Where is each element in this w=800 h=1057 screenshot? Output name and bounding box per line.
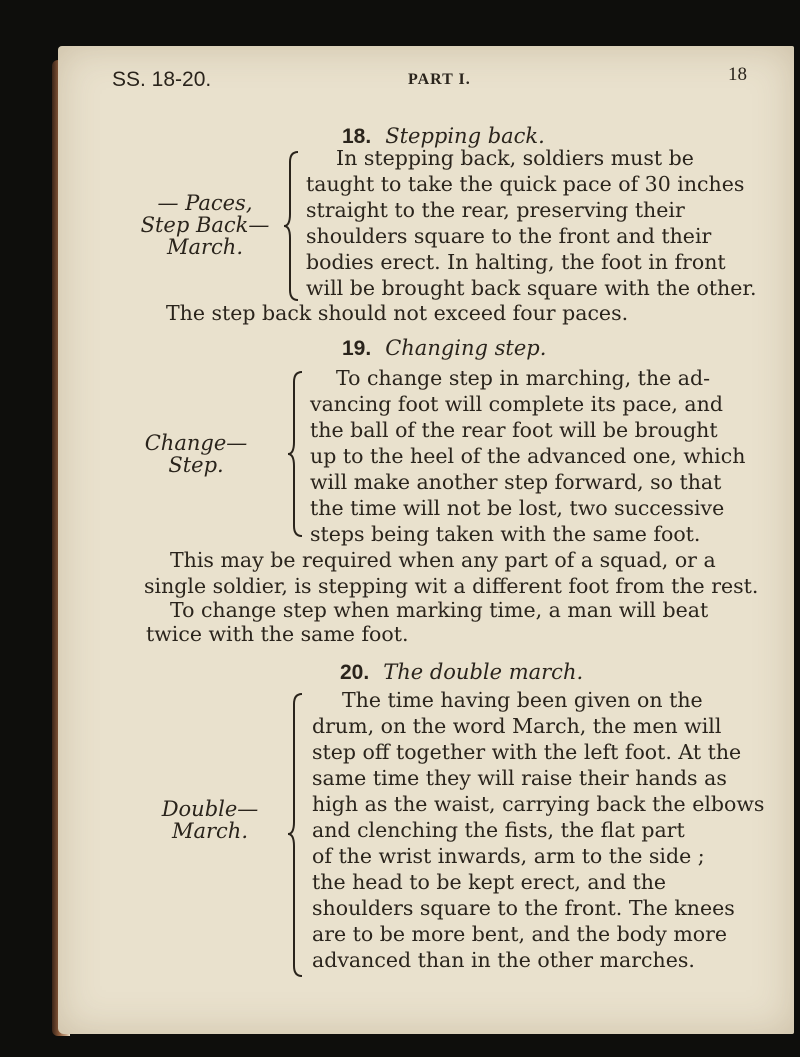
left-brace	[286, 690, 308, 980]
body-line: The time having been given on the	[342, 688, 703, 712]
section-number: 18.	[342, 125, 372, 148]
section-range: SS. 18-20.	[112, 68, 212, 91]
section-number: 20.	[340, 661, 370, 684]
body-line: taught to take the quick pace of 30 inches	[306, 172, 745, 196]
left-brace	[286, 368, 308, 540]
body-line: the time will not be lost, two successive	[310, 496, 725, 520]
body-line: the ball of the rear foot will be brought	[310, 418, 718, 442]
body-line: drum, on the word March, the men will	[312, 714, 722, 738]
section-title: The double march.	[383, 660, 584, 684]
side-label-line: Double—	[161, 797, 259, 821]
body-line: This may be required when any part of a squad, or a	[170, 548, 716, 572]
side-label-line: Change—	[144, 431, 248, 455]
body-line: advanced than in the other marches.	[312, 948, 695, 972]
body-line: will be brought back square with the other.	[306, 276, 757, 300]
section-heading	[340, 660, 583, 685]
body-line: shoulders square to the front and their	[306, 224, 712, 248]
side-label	[136, 432, 256, 476]
section-title: Stepping back.	[385, 124, 545, 148]
body-line: To change step when marking time, a man will beat	[170, 598, 709, 622]
body-line: In stepping back, soldiers must be	[336, 146, 694, 170]
body-line: shoulders square to the front. The knees	[312, 896, 735, 920]
body-line: of the wrist inwards, arm to the side ;	[312, 844, 705, 868]
body-line: up to the heel of the advanced one, which	[310, 444, 746, 468]
body-line: single soldier, is stepping wit a different foot from the rest.	[144, 574, 759, 598]
body-line: twice with the same foot.	[146, 622, 409, 646]
body-line: are to be more bent, and the body more	[312, 922, 728, 946]
body-line: To change step in marching, the ad-	[336, 366, 711, 390]
body-line: bodies erect. In halting, the foot in front	[306, 250, 726, 274]
body-line: steps being taken with the same foot.	[310, 522, 701, 546]
side-label-line: March.	[166, 235, 244, 259]
side-label-line: Step Back—	[140, 213, 270, 237]
body-line: the head to be kept erect, and the	[312, 870, 667, 894]
section-title: Changing step.	[385, 336, 547, 360]
body-line: The step back should not exceed four paces.	[166, 301, 629, 325]
body-line: vancing foot will complete its pace, and	[310, 392, 723, 416]
page-number: 18	[728, 64, 747, 85]
part-label: PART I.	[408, 71, 471, 88]
side-label-line: — Paces,	[157, 191, 253, 215]
body-line: same time they will raise their hands as	[312, 766, 727, 790]
side-label-line: Step.	[168, 453, 224, 477]
body-line: straight to the rear, preserving their	[306, 198, 685, 222]
side-label-line: March.	[171, 819, 249, 843]
side-label	[150, 798, 270, 842]
section-number: 19.	[342, 337, 372, 360]
side-label	[140, 192, 270, 258]
body-line: will make another step forward, so that	[310, 470, 722, 494]
body-line: step off together with the left foot. At the	[312, 740, 742, 764]
left-brace	[282, 148, 304, 304]
body-line: high as the waist, carrying back the elbows	[312, 792, 765, 816]
page-header	[0, 64, 800, 98]
body-line: and clenching the fists, the flat part	[312, 818, 685, 842]
section-heading	[342, 336, 546, 361]
